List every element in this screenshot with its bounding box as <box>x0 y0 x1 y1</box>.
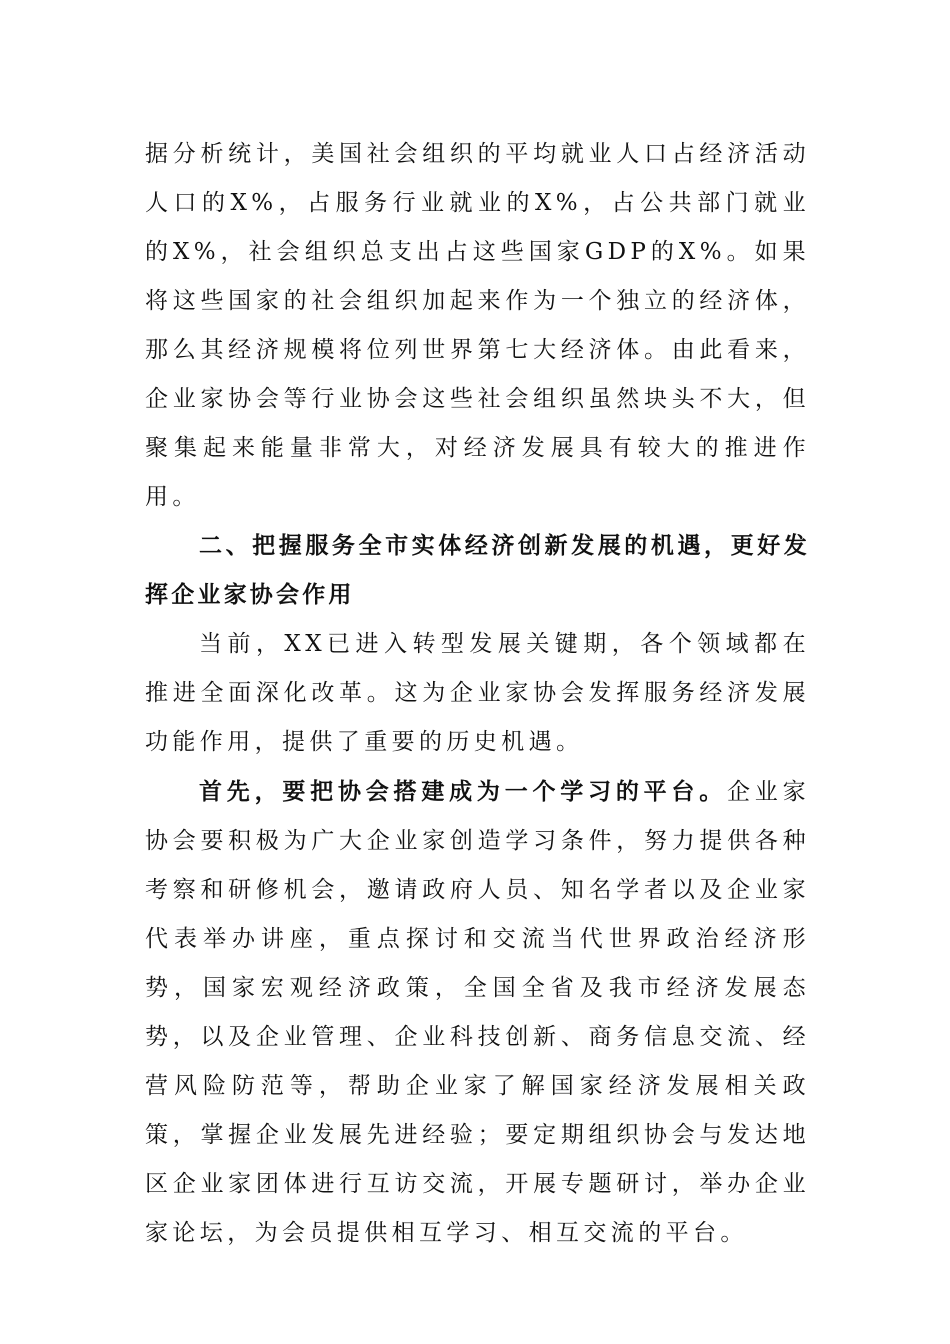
section-heading-2: 二、把握服务全市实体经济创新发展的机遇，更好发挥企业家协会作用 <box>145 533 810 608</box>
paragraph-current-situation: 当前，XX已进入转型发展关键期，各个领域都在推进全面深化改革。这为企业家协会发挥服务经济发展功能作用，提供了重要的历史机遇。 <box>145 631 810 755</box>
paragraph-lead-sentence: 首先，要把协会搭建成为一个学习的平台。 <box>199 778 728 805</box>
paragraph-learning-platform <box>145 767 810 1258</box>
paragraph-body-text: 企业家协会要积极为广大企业家创造学习条件，努力提供各种考察和研修机会，邀请政府人员、知名学者以及企业家代表举办讲座，重点探讨和交流当代世界政治经济形势，国家宏观经济政策，全国全省及我市经济发展态势，以及企业管理、企业科技创新、商务信息交流、经营风险防范等，帮助企业家了解国家经济发展相关政策，掌握企业发展先进经验；要定期组织协会与发达地区企业家团体进行互访交流，开展专题研讨，举办企业家论坛，为会员提供相互学习、相互交流的平台。 <box>145 779 810 1246</box>
document-page <box>145 130 810 1258</box>
paragraph-statistics: 据分析统计，美国社会组织的平均就业人口占经济活动人口的X%，占服务行业就业的X%，占公共部门就业的X%，社会组织总支出占这些国家GDP的X%。如果将这些国家的社会组织加起来作为一个独立的经济体，那么其经济规模将位列世界第七大经济体。由此看来，企业家协会等行业协会这些社会组织虽然块头不大，但聚集起来能量非常大，对经济发展具有较大的推进作用。 <box>145 141 810 510</box>
